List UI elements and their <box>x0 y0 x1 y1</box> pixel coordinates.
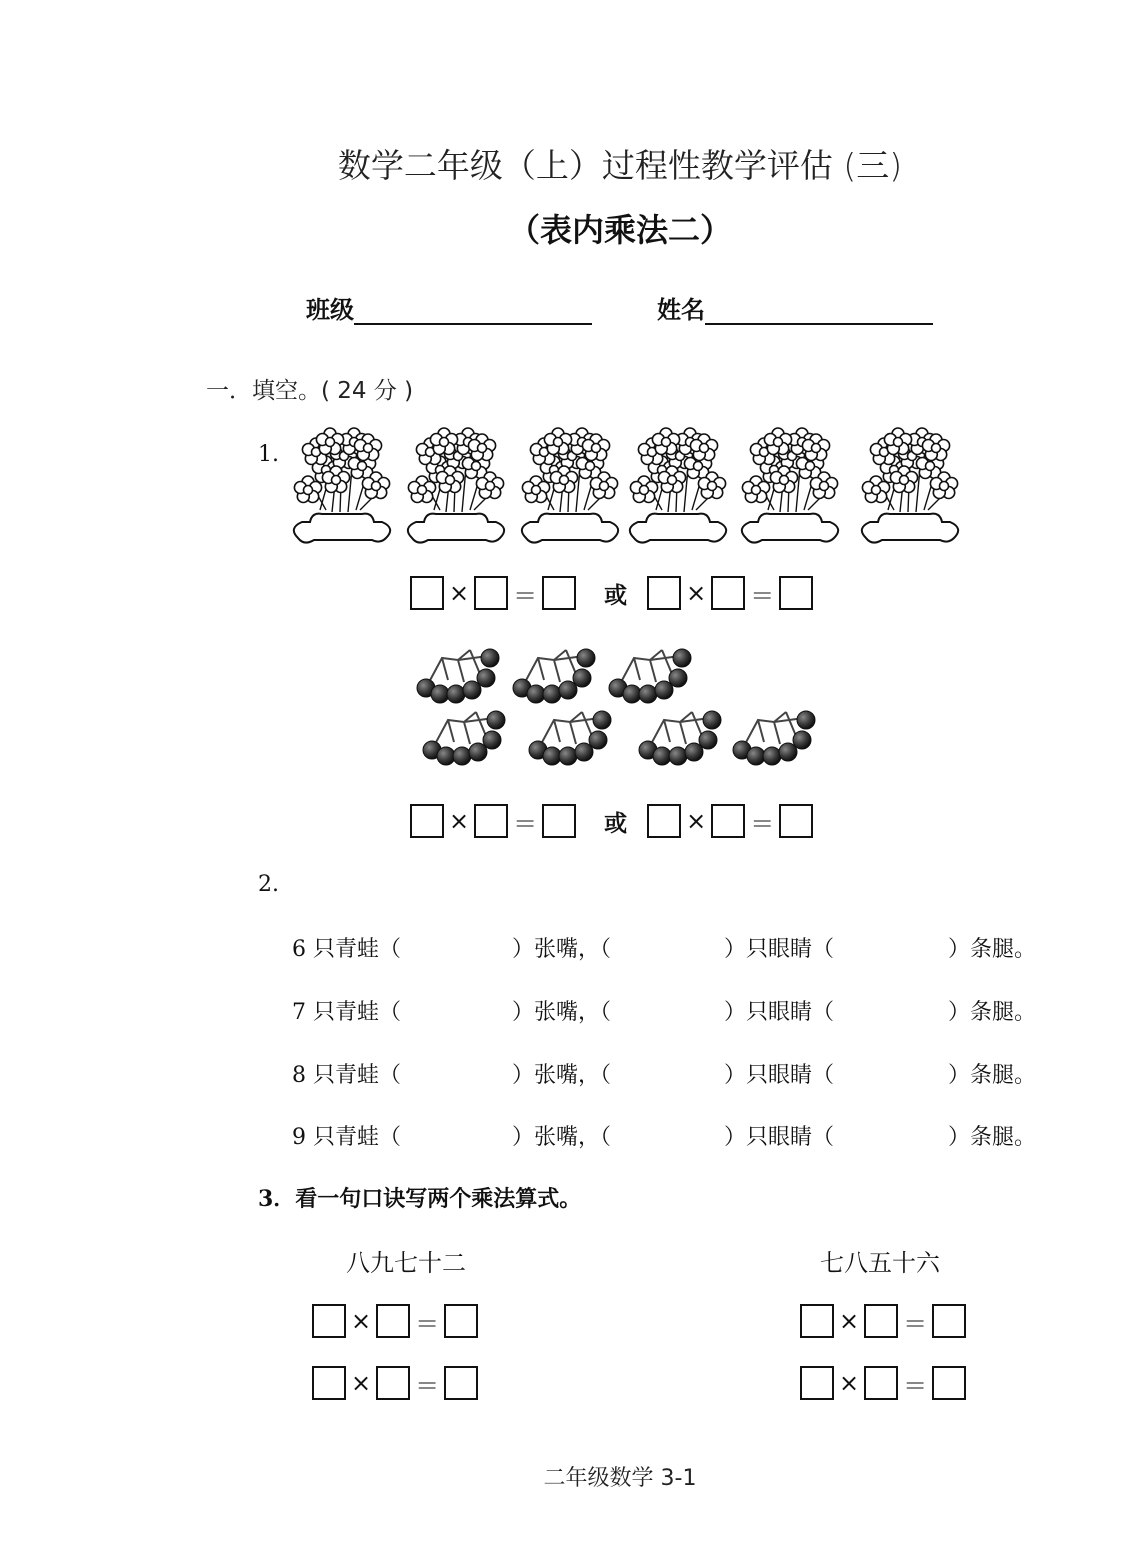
equals-sign: ＝ <box>750 809 775 838</box>
or-text: 或 <box>604 809 628 837</box>
equals-sign: ＝ <box>415 1371 440 1400</box>
q3-equation-right-2 <box>800 1366 966 1400</box>
rhyme-left: 八九七十二 <box>346 1249 466 1277</box>
frog-row <box>0 995 1123 1025</box>
frog-row-lead: 6 只青蛙（ <box>292 937 401 962</box>
page-footer: 二年级数学 3-1 <box>543 1466 697 1491</box>
answer-box[interactable] <box>444 1304 478 1338</box>
answer-box[interactable] <box>376 1366 410 1400</box>
class-label: 班级 <box>306 295 354 324</box>
equals-sign: ＝ <box>415 1309 440 1338</box>
answer-box[interactable] <box>779 576 813 610</box>
times-sign: × <box>686 807 707 835</box>
frog-row-lead: 7 只青蛙（ <box>292 1000 401 1025</box>
q2-number: 2. <box>258 872 279 897</box>
frog-row-mouth: ）张嘴，（ <box>512 1125 612 1150</box>
answer-box[interactable] <box>864 1366 898 1400</box>
answer-box[interactable] <box>932 1366 966 1400</box>
class-blank[interactable] <box>354 295 592 325</box>
answer-box[interactable] <box>779 804 813 838</box>
answer-box[interactable] <box>711 804 745 838</box>
frog-row-eye: ）只眼睛（ <box>724 1000 835 1025</box>
page-subtitle: （表内乘法二） <box>507 211 732 249</box>
equals-sign: ＝ <box>513 809 538 838</box>
equals-sign: ＝ <box>750 581 775 610</box>
section-heading: 一．填空。( 24 分 ) <box>206 378 414 404</box>
answer-box[interactable] <box>376 1304 410 1338</box>
answer-box[interactable] <box>647 804 681 838</box>
equals-sign: ＝ <box>903 1309 928 1338</box>
frog-row-lead: 8 只青蛙（ <box>292 1063 401 1088</box>
q1-equation-flowers <box>410 576 813 610</box>
flower-pot-illustrations <box>280 418 970 550</box>
equals-sign: ＝ <box>903 1371 928 1400</box>
frog-row-eye: ）只眼睛（ <box>724 937 835 962</box>
frog-row-mouth: ）张嘴，（ <box>512 1000 612 1025</box>
q3-equation-left-2 <box>312 1366 478 1400</box>
answer-box[interactable] <box>474 576 508 610</box>
times-sign: × <box>686 579 707 607</box>
answer-box[interactable] <box>800 1366 834 1400</box>
frog-row-eye: ）只眼睛（ <box>724 1063 835 1088</box>
frog-row-leg: ）条腿。 <box>948 1125 1037 1150</box>
times-sign: × <box>351 1307 372 1335</box>
times-sign: × <box>839 1369 860 1397</box>
q3-equation-left-1 <box>312 1304 478 1338</box>
times-sign: × <box>449 807 470 835</box>
name-label: 姓名 <box>657 295 705 324</box>
frog-row <box>0 932 1123 962</box>
q1-equation-cherries <box>410 804 813 838</box>
cherry-cluster-illustrations <box>410 632 830 782</box>
class-field-group <box>306 290 592 325</box>
answer-box[interactable] <box>312 1304 346 1338</box>
answer-box[interactable] <box>711 576 745 610</box>
q3-equation-right-1 <box>800 1304 966 1338</box>
equals-sign: ＝ <box>513 581 538 610</box>
frog-row <box>0 1120 1123 1150</box>
answer-box[interactable] <box>647 576 681 610</box>
frog-row-eye: ）只眼睛（ <box>724 1125 835 1150</box>
name-blank[interactable] <box>705 295 933 325</box>
answer-box[interactable] <box>932 1304 966 1338</box>
answer-box[interactable] <box>474 804 508 838</box>
times-sign: × <box>839 1307 860 1335</box>
answer-box[interactable] <box>542 576 576 610</box>
answer-box[interactable] <box>312 1366 346 1400</box>
frog-row-leg: ）条腿。 <box>948 1000 1037 1025</box>
answer-box[interactable] <box>410 804 444 838</box>
frog-row-mouth: ）张嘴，（ <box>512 937 612 962</box>
or-text: 或 <box>604 581 628 609</box>
page-title: 数学二年级（上）过程性教学评估 (三) <box>337 146 903 185</box>
frog-row <box>0 1058 1123 1088</box>
frog-row-leg: ）条腿。 <box>948 937 1037 962</box>
name-field-group <box>657 290 933 325</box>
answer-box[interactable] <box>864 1304 898 1338</box>
answer-box[interactable] <box>410 576 444 610</box>
answer-box[interactable] <box>444 1366 478 1400</box>
answer-box[interactable] <box>542 804 576 838</box>
q3-title: 3．看一句口诀写两个乘法算式。 <box>258 1186 582 1212</box>
rhyme-right: 七八五十六 <box>820 1249 940 1277</box>
frog-row-leg: ）条腿。 <box>948 1063 1037 1088</box>
times-sign: × <box>449 579 470 607</box>
frog-row-lead: 9 只青蛙（ <box>292 1125 401 1150</box>
times-sign: × <box>351 1369 372 1397</box>
frog-row-mouth: ）张嘴，（ <box>512 1063 612 1088</box>
answer-box[interactable] <box>800 1304 834 1338</box>
q1-number: 1. <box>258 442 279 467</box>
